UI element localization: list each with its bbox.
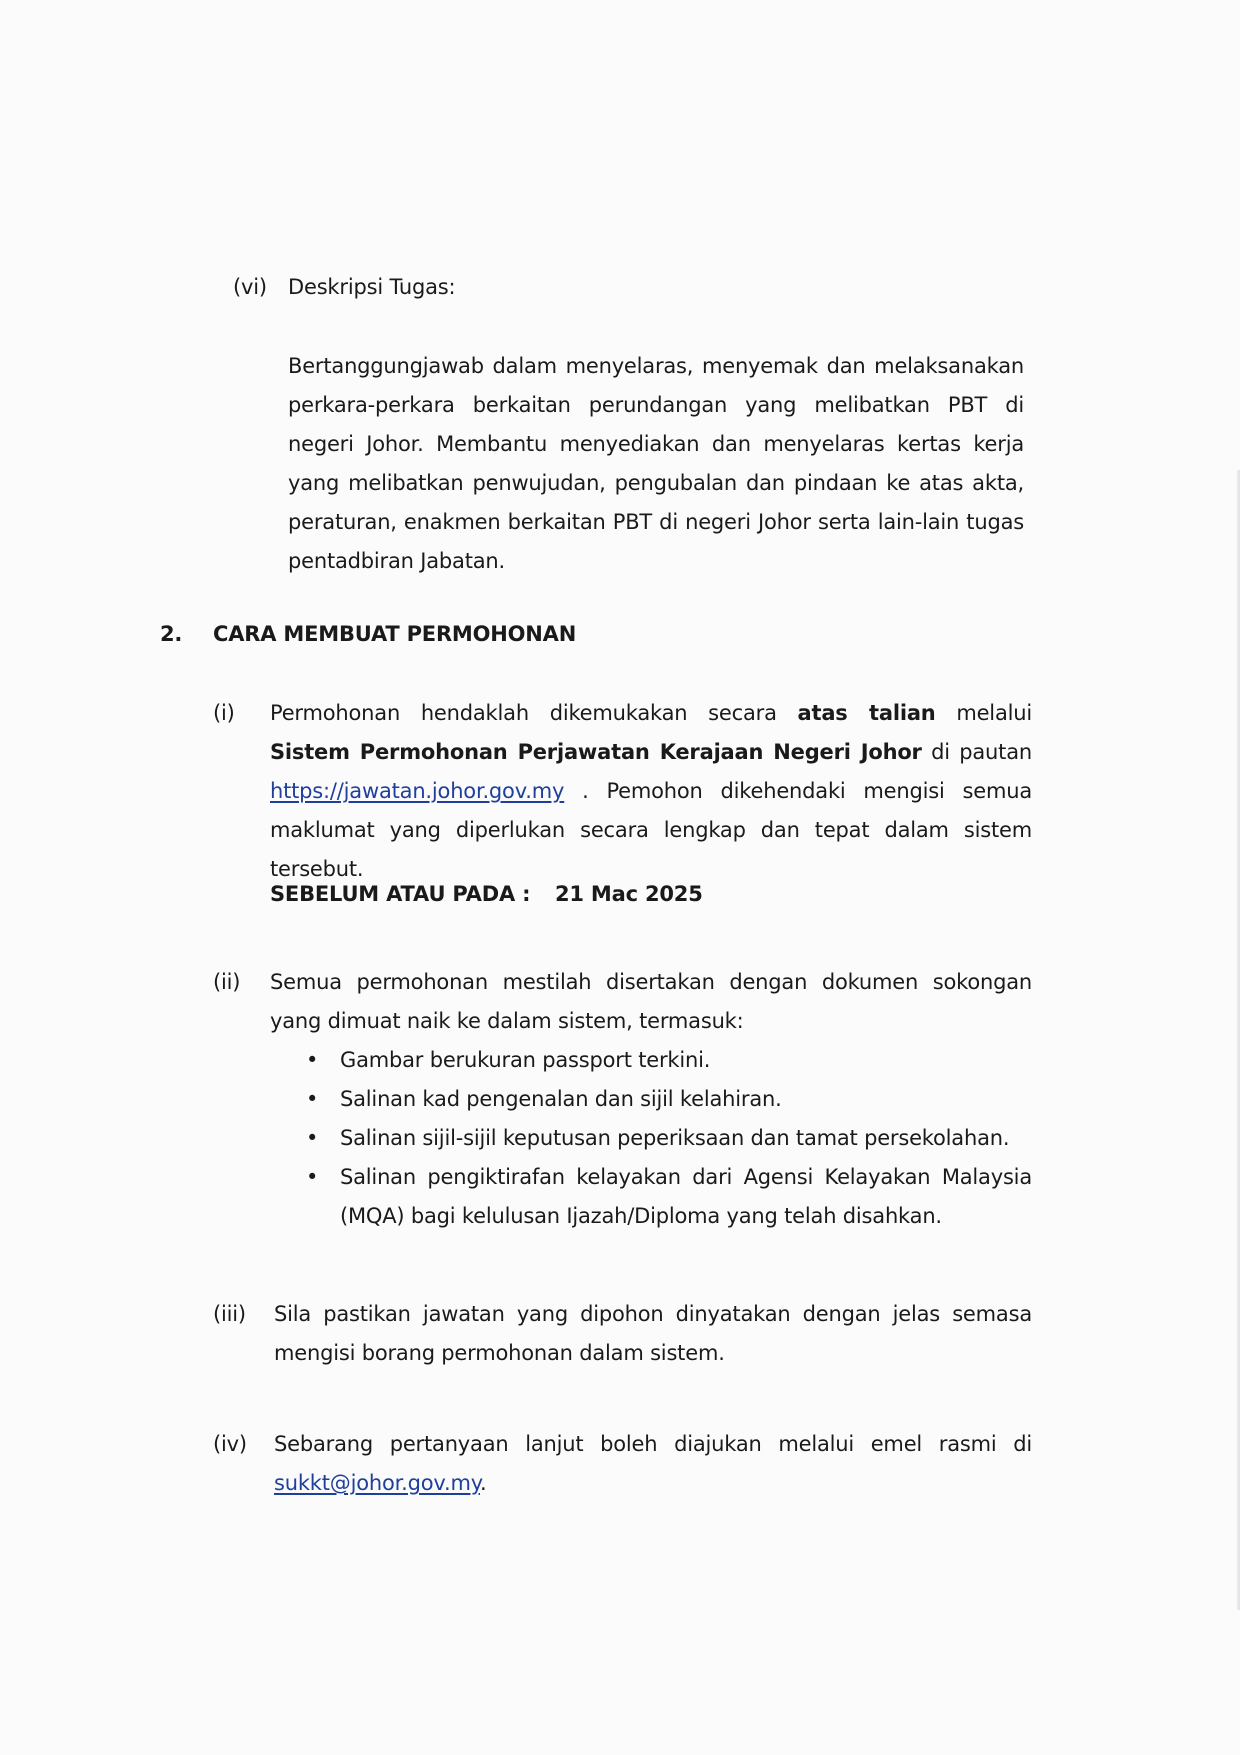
section-vi-body: Bertanggungjawab dalam menyelaras, menyemak dan melaksanakan perkara-perkara berkaitan perundangan yang melibatkan PBT di negeri Johor. Membantu menyediakan dan menyelaras kertas kerja yang melibatkan penwujudan, pengubalan dan pindaan ke atas akta, peraturan, enakmen berkaitan PBT di negeri Johor serta lain-lain tugas pentadbiran Jabatan.: [288, 354, 1024, 573]
email-link[interactable]: sukkt@johor.gov.my: [274, 1471, 480, 1495]
bullet-icon: •: [306, 1087, 319, 1111]
list-item: • Gambar berukuran passport terkini.: [270, 1041, 1032, 1080]
deadline-label: SEBELUM ATAU PADA :: [270, 882, 531, 906]
section-vi-title: Deskripsi Tugas:: [288, 275, 456, 299]
item-i-text-1: Permohonan hendaklah dikemukakan secara: [270, 701, 777, 725]
list-item: • Salinan sijil-sijil keputusan peperiksaan dan tamat persekolahan.: [270, 1119, 1032, 1158]
item-iv-text: Sebarang pertanyaan lanjut boleh diajukan melalui emel rasmi di: [274, 1432, 1032, 1456]
deadline-date: 21 Mac 2025: [555, 882, 703, 906]
item-ii-label: (ii): [213, 970, 241, 994]
item-i-text-2: melalui: [956, 701, 1032, 725]
item-iv-paragraph: [274, 1425, 1032, 1503]
list-item: • Salinan kad pengenalan dan sijil kelahiran.: [270, 1080, 1032, 1119]
supporting-documents-list: [270, 1041, 1032, 1236]
item-iii-label: (iii): [213, 1302, 246, 1326]
item-iv-end: .: [479, 1471, 487, 1495]
section-2-number: 2.: [160, 622, 183, 646]
item-i-bold-online: atas talian: [797, 701, 936, 725]
item-ii-text: Semua permohonan mestilah disertakan dengan dokumen sokongan yang dimuat naik ke dalam sistem, termasuk:: [270, 970, 1032, 1033]
bullet-icon: •: [306, 1048, 319, 1072]
item-i-text-4: . Pemohon dikehendaki mengisi semua maklumat yang diperlukan secara lengkap dan tepat dalam sistem tersebut.: [270, 779, 1032, 881]
jawatan-link[interactable]: https://jawatan.johor.gov.my: [270, 779, 565, 803]
section-2-heading: CARA MEMBUAT PERMOHONAN: [213, 622, 577, 646]
item-i-paragraph: [270, 694, 1032, 889]
section-vi-label: (vi): [233, 275, 267, 299]
item-i-label: (i): [213, 701, 235, 725]
bullet-icon: •: [306, 1165, 319, 1189]
bullet-icon: •: [306, 1126, 319, 1150]
item-iii-text: Sila pastikan jawatan yang dipohon dinyatakan dengan jelas semasa mengisi borang permohonan dalam sistem.: [274, 1302, 1032, 1365]
item-i-text-3: di pautan: [931, 740, 1032, 764]
item-i-bold-system: Sistem Permohonan Perjawatan Kerajaan Negeri Johor: [270, 740, 922, 764]
list-item: • Salinan pengiktirafan kelayakan dari Agensi Kelayakan Malaysia (MQA) bagi kelulusan Ijazah/Diploma yang telah disahkan.: [270, 1158, 1032, 1236]
item-iv-label: (iv): [213, 1432, 247, 1456]
